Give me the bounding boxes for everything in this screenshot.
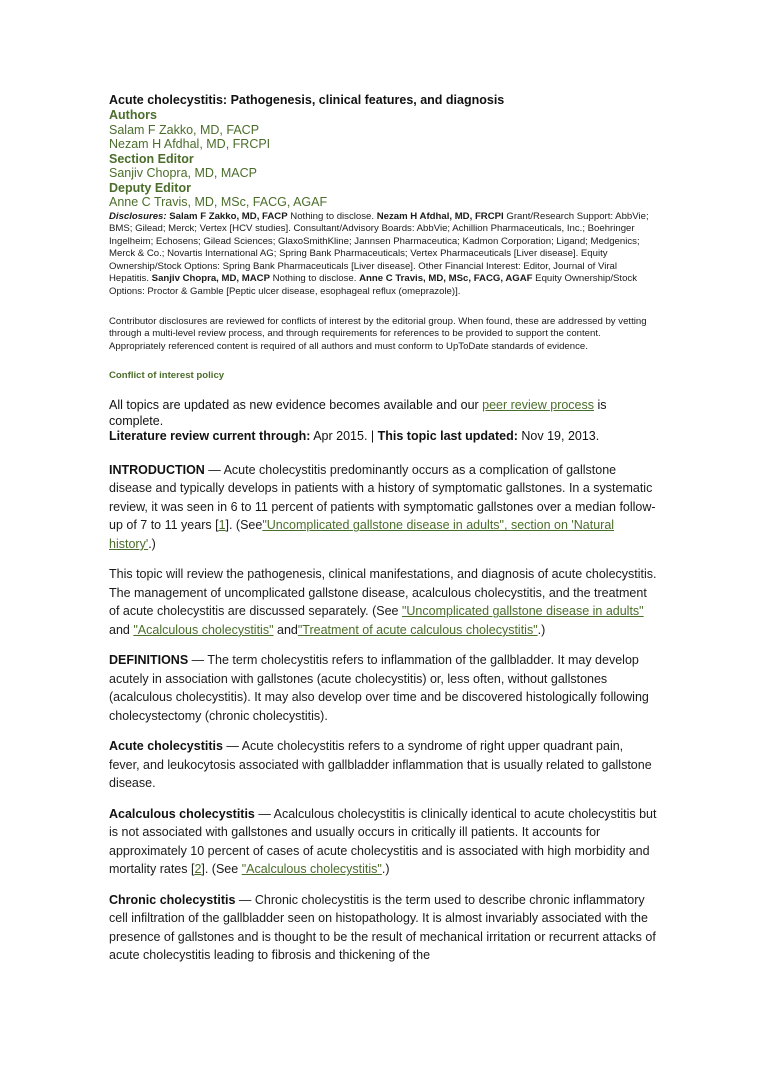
disclosure-text: Grant/Research Support: AbbVie; BMS; Gilead; Merck; Vertex [HCV studies]. Consultant/Advisory Boards: AbbVie; Achillion Pharmaceuticals, Inc.; Boehringer Ingelheim; Echosens; Gilead Sciences; GlaxoSmithKline; Jannsen Pharmaceutica; Kadmon Corporation; Ligand; Medgenics; Merck & Co.; Novartis International AG; Spring Bank Pharmaceuticals; Vertex Pharmaceuticals [Liver disease]. Equity Ownership/Stock Options: Spring Bank Pharmaceuticals [Liver disease]. Other Financial Interest: Editor, Journal of Viral Hepatitis. [109, 210, 649, 285]
acalculous-cholecystitis-heading: Acalculous cholecystitis [109, 806, 255, 821]
acute-cholecystitis-heading: Acute cholecystitis [109, 739, 223, 754]
deputy-editor-name: Anne C Travis, MD, MSc, FACG, AGAF [109, 195, 328, 209]
paragraph-text: and [109, 622, 134, 637]
disclosures-block [109, 211, 657, 299]
paragraph-text: .) [381, 862, 390, 877]
disclosure-text: Nothing to disclose. [270, 273, 360, 285]
acalculous-cholecystitis-paragraph [109, 805, 657, 879]
section-editor-label: Section Editor [109, 151, 194, 166]
update-text: All topics are updated as new evidence becomes available and our [109, 398, 483, 413]
disclosures-lead: Disclosures: [109, 210, 167, 222]
lit-review-value: Apr 2015. | [310, 429, 378, 444]
disclosure-text: Nothing to disclose. [287, 210, 377, 222]
paragraph-text: ]. (See [225, 518, 263, 533]
paragraph-text: and [273, 622, 298, 637]
update-notice [109, 398, 657, 429]
definitions-heading: DEFINITIONS [109, 653, 189, 668]
section-editor-name: Sanjiv Chopra, MD, MACP [109, 166, 257, 180]
lit-review-label: Literature review current through: [109, 429, 311, 444]
disclosure-name: Nezam H Afdhal, MD, FRCPI [376, 210, 504, 222]
introduction-heading: INTRODUCTION [109, 462, 205, 477]
paragraph-text: — Acute cholecystitis predominantly occurs as a complication of gallstone disease and typically develops in patients with a history of symptomatic gallstones. In a systematic review, it was seen in 6 to 11 percent of patients with symptomatic gallstones over a median follow-up of 7 to 11 years [ [109, 462, 656, 533]
paragraph-text: .) [148, 536, 156, 551]
paragraph-text: — Acute cholecystitis refers to a syndrome of right upper quadrant pain, fever, and leukocytosis associated with gallbladder inflammation that is usually related to gallstone disease. [109, 739, 652, 791]
peer-review-link[interactable]: peer review process [482, 398, 595, 413]
article-title: Acute cholecystitis: Pathogenesis, clinical features, and diagnosis [109, 93, 505, 107]
acalculous-cholecystitis-link[interactable]: "Acalculous cholecystitis" [133, 622, 274, 637]
update-text: is complete. [109, 398, 607, 428]
definitions-paragraph [109, 651, 657, 725]
disclosure-text: Equity Ownership/Stock Options: Proctor & Gamble [Peptic ulcer disease, esophageal reflux (omeprazole)]. [109, 273, 638, 298]
disclosure-name: Anne C Travis, MD, MSc, FACG, AGAF [359, 273, 533, 285]
review-paragraph [109, 565, 657, 639]
document-content [109, 92, 657, 965]
conflict-of-interest-link[interactable]: Conflict of interest policy [109, 370, 225, 382]
paragraph-text: — The term cholecystitis refers to inflammation of the gallbladder. It may develop acutely in association with gallstones (acute cholecystitis) or, less often, without gallstones (acalculous cholecystitis). It may also develop over time and be discovered histologically following cholecystectomy (chronic cholecystitis). [109, 653, 649, 723]
disclosure-name: Salam F Zakko, MD, FACP [169, 210, 288, 222]
introduction-paragraph [109, 461, 657, 554]
reference-link[interactable]: 1 [218, 518, 226, 533]
author-name: Salam F Zakko, MD, FACP [109, 122, 260, 137]
natural-history-link[interactable]: "Uncomplicated gallstone disease in adults", section on 'Natural history' [109, 518, 615, 551]
last-updated-label: This topic last updated: [377, 429, 518, 444]
author-name: Nezam H Afdhal, MD, FRCPI [109, 137, 271, 151]
acalculous-cholecystitis-link[interactable]: "Acalculous cholecystitis" [241, 862, 382, 877]
paragraph-text: — Acalculous cholecystitis is clinically identical to acute cholecystitis but is not associated with gallstones and usually occurs in critically ill patients. It accounts for approximately 10 percent of cases of acute cholecystitis and is associated with high morbidity and mortality rates [ [109, 806, 657, 877]
disclosure-name: Sanjiv Chopra, MD, MACP [151, 273, 271, 285]
chronic-cholecystitis-paragraph [109, 891, 657, 965]
authors-label: Authors [109, 108, 157, 122]
acute-cholecystitis-paragraph [109, 737, 657, 793]
treatment-link[interactable]: "Treatment of acute calculous cholecystitis" [297, 622, 538, 637]
literature-review-line [109, 429, 657, 445]
last-updated-value: Nov 19, 2013. [517, 429, 600, 444]
deputy-editor-label: Deputy Editor [109, 180, 191, 195]
paragraph-text: ]. (See [201, 862, 242, 877]
paragraph-text: — Chronic cholecystitis is the term used to describe chronic inflammatory cell infiltration of the gallbladder seen on histopathology. It is almost invariably associated with the presence of gallstones and is thought to be the result of mechanical irritation or recurrent attacks of acute cholecystitis leading to fibrosis and thickening of the [109, 892, 656, 963]
chronic-cholecystitis-heading: Chronic cholecystitis [109, 892, 236, 907]
contributor-note: Contributor disclosures are reviewed for conflicts of interest by the editorial group. When found, these are addressed by vetting through a multi-level review process, and through requirements for references to be provided to support the content. Appropriately referenced content is required of all authors and must conform to UpToDate standards of evidence. [109, 315, 647, 352]
reference-link[interactable]: 2 [194, 862, 202, 877]
paragraph-text: This topic will review the pathogenesis, clinical manifestations, and diagnosis of acute cholecystitis. The management of uncomplicated gallstone disease, acalculous cholecystitis, and the treatment of acute cholecystitis are discussed separately. (See [109, 567, 657, 619]
uncomplicated-gallstone-link[interactable]: "Uncomplicated gallstone disease in adults" [401, 604, 644, 619]
paragraph-text: .) [537, 622, 546, 637]
